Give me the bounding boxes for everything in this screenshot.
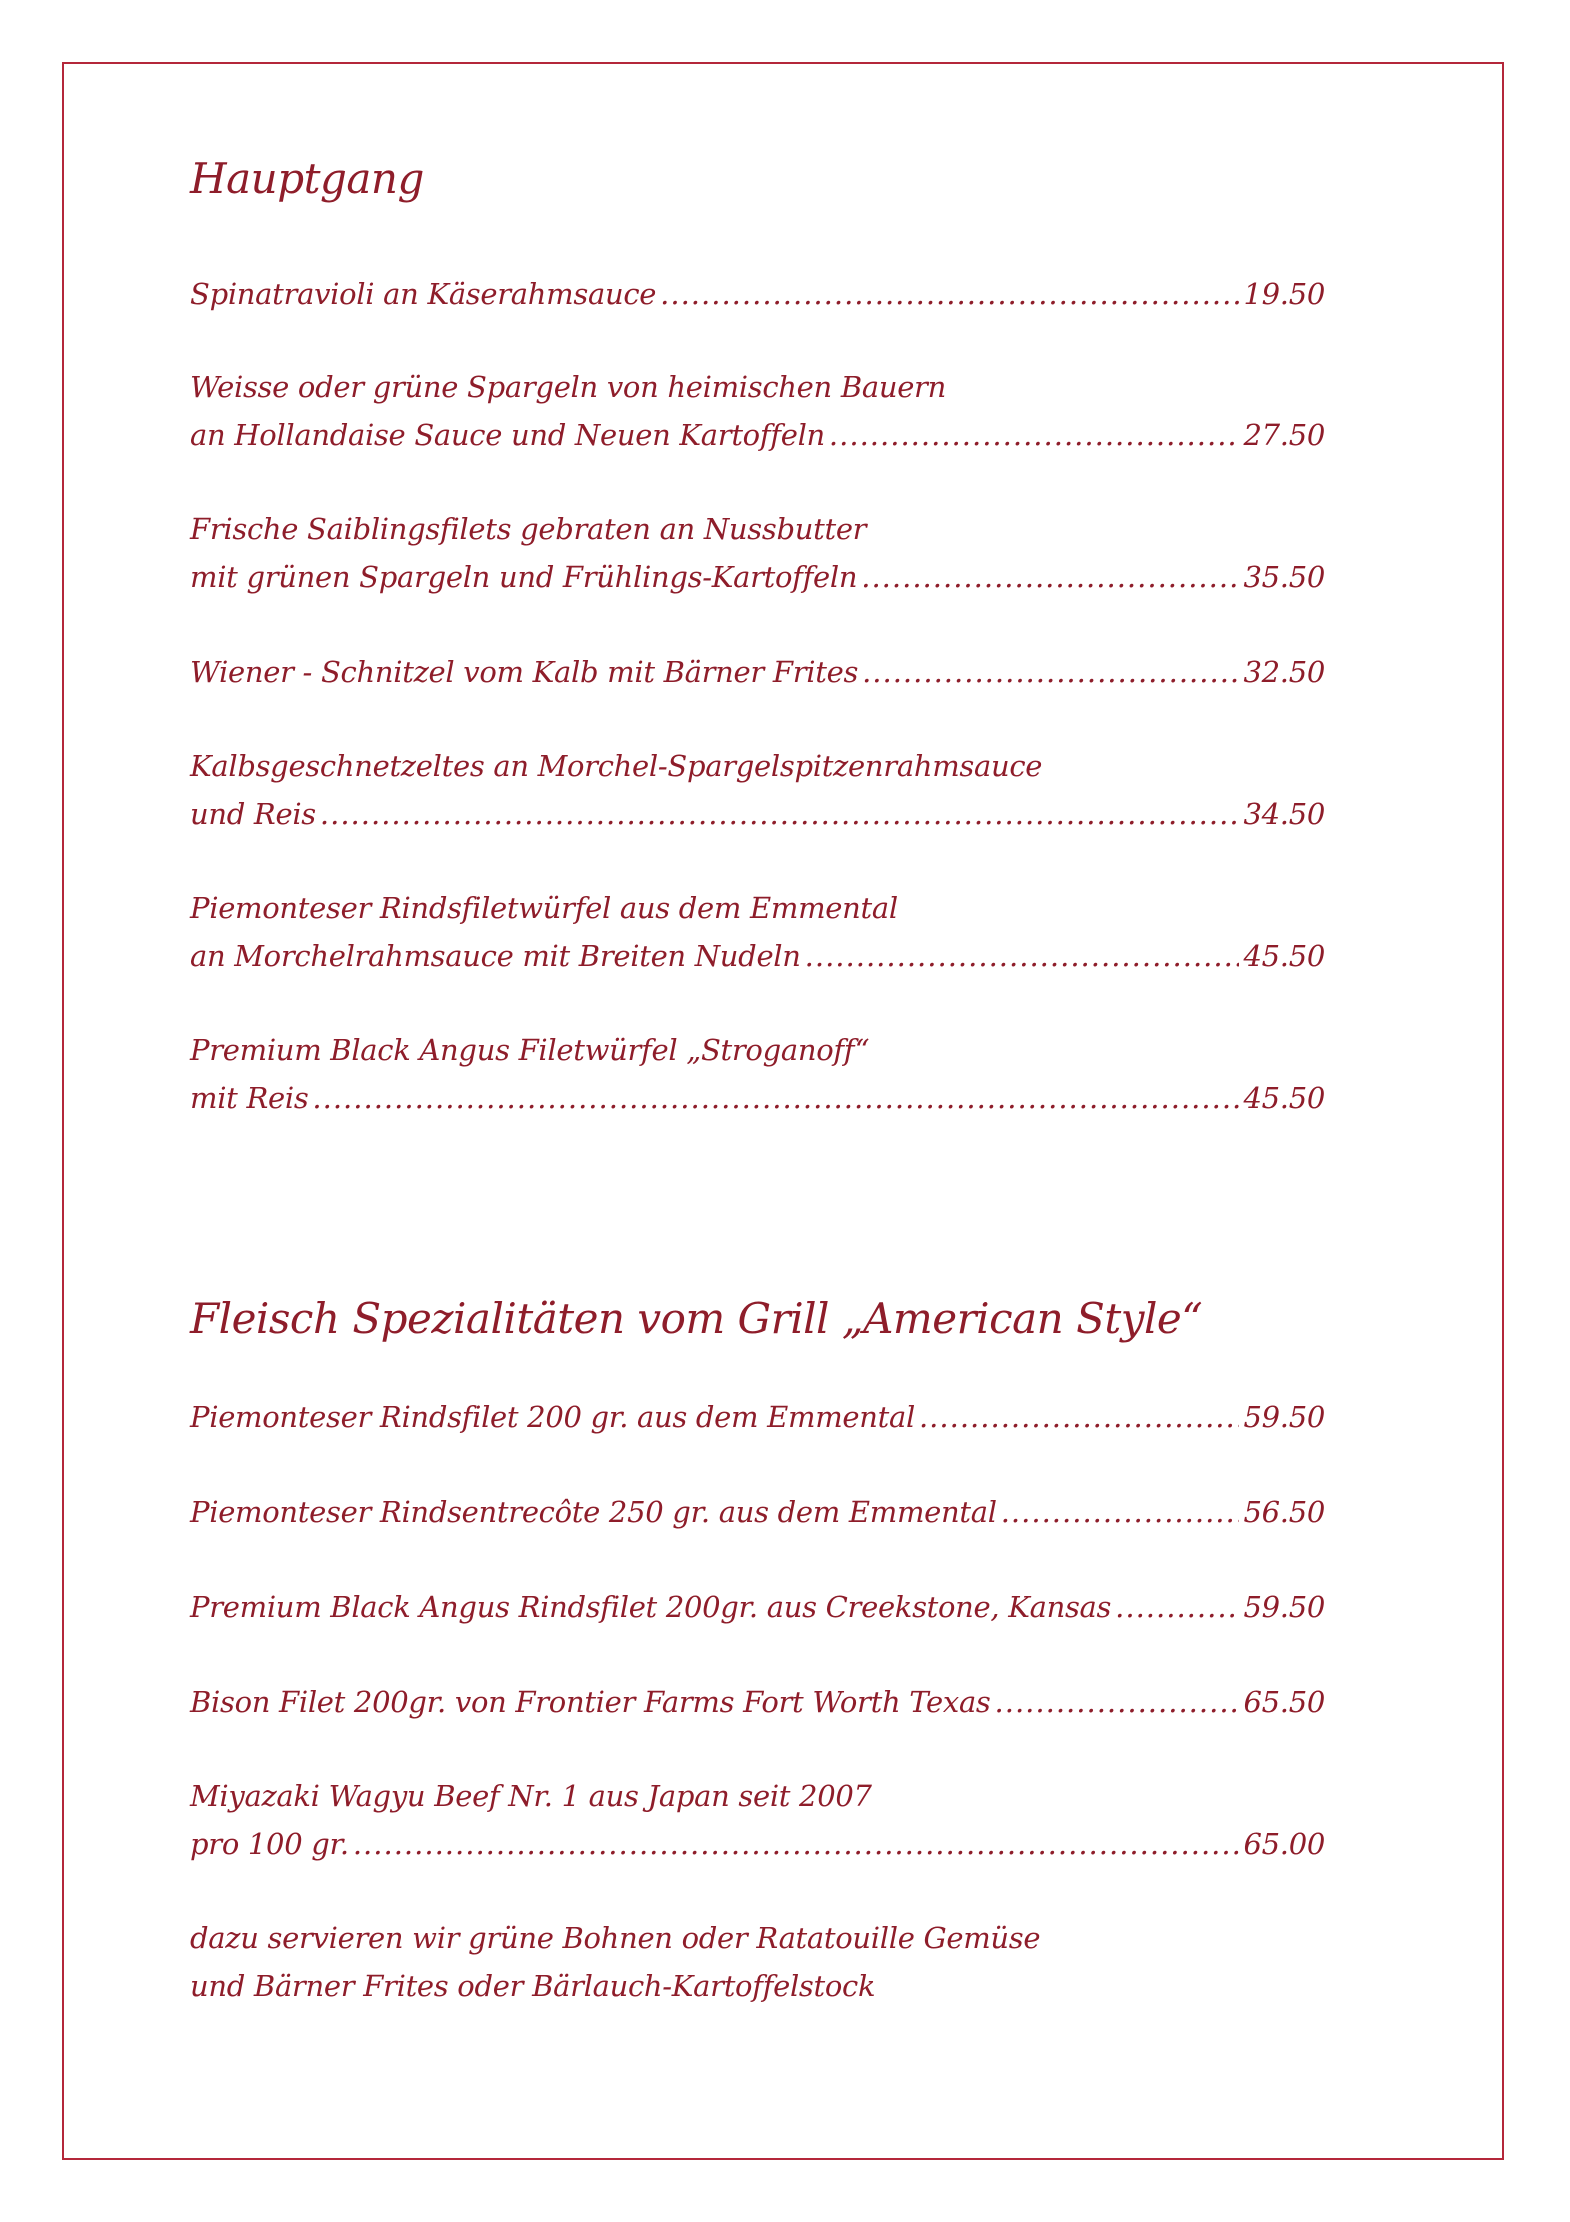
menu-item-line xyxy=(190,932,1325,980)
menu-item-price: 59.50 xyxy=(1243,1400,1325,1434)
menu-item-price: 65.50 xyxy=(1243,1685,1325,1719)
menu-item-price: 45.50 xyxy=(1243,1081,1325,1115)
side-dish-note xyxy=(190,1914,1325,2010)
menu-item-name: mit grünen Spargeln und Frühlings-Kartoffeln xyxy=(190,560,858,594)
menu-item xyxy=(190,742,1325,838)
dot-leader xyxy=(805,932,1240,980)
menu-item-name: Piemonteser Rindsentrecôte 250 gr. aus dem Emmental xyxy=(190,1495,997,1529)
menu-item-line xyxy=(190,1488,1325,1536)
menu-item-description: Premium Black Angus Filetwürfel „Stroganoff“ xyxy=(190,1033,870,1067)
menu-item-name: mit Reis xyxy=(190,1081,309,1115)
menu-item xyxy=(190,1583,1325,1631)
menu-item xyxy=(190,505,1325,601)
menu-item-name: an Morchelrahmsauce mit Breiten Nudeln xyxy=(190,939,801,973)
menu-item xyxy=(190,1026,1325,1122)
dot-leader xyxy=(829,411,1240,459)
menu-item-price: 65.00 xyxy=(1243,1827,1325,1861)
dot-leader xyxy=(1115,1583,1239,1631)
dot-leader xyxy=(995,1678,1240,1726)
dot-leader xyxy=(861,553,1239,601)
menu-item xyxy=(190,1488,1325,1536)
menu-item-price: 35.50 xyxy=(1243,560,1325,594)
menu-item-description: Weisse oder grüne Spargeln von heimischen Bauern xyxy=(190,370,946,404)
menu-item-price: 27.50 xyxy=(1243,418,1325,452)
menu-item-line xyxy=(190,1074,1325,1122)
menu-item-name: an Hollandaise Sauce und Neuen Kartoffeln xyxy=(190,418,825,452)
menu-item-price: 59.50 xyxy=(1243,1590,1325,1624)
dot-leader xyxy=(353,1820,1240,1868)
menu-item-line xyxy=(190,1393,1325,1441)
menu-item xyxy=(190,884,1325,980)
menu-item-line xyxy=(190,553,1325,601)
menu-item-description: Piemonteser Rindsfiletwürfel aus dem Emmental xyxy=(190,891,898,925)
menu-item-name: Bison Filet 200gr. von Frontier Farms Fort Worth Texas xyxy=(190,1685,991,1719)
menu-item xyxy=(190,1772,1325,1868)
menu-item xyxy=(190,363,1325,459)
dot-leader xyxy=(320,790,1240,838)
menu-item-name: pro 100 gr. xyxy=(190,1827,349,1861)
menu-item-name: Piemonteser Rindsfilet 200 gr. aus dem Emmental xyxy=(190,1400,915,1434)
menu-item-line xyxy=(190,1820,1325,1868)
menu-item-line xyxy=(190,411,1325,459)
dot-leader xyxy=(919,1393,1240,1441)
section-heading-grill: Fleisch Spezialitäten vom Grill „American Style“ xyxy=(190,1294,1203,1343)
menu-item-price: 32.50 xyxy=(1243,655,1325,689)
menu-item-description: Miyazaki Wagyu Beef Nr. 1 aus Japan seit 2007 xyxy=(190,1779,872,1813)
menu-item-name: Spinatravioli an Käserahmsauce xyxy=(190,277,657,311)
menu-item-price: 34.50 xyxy=(1243,797,1325,831)
menu-item-price: 45.50 xyxy=(1243,939,1325,973)
menu-item-line xyxy=(190,270,1325,318)
menu-item-line xyxy=(190,790,1325,838)
menu-item-name: Wiener - Schnitzel vom Kalb mit Bärner Frites xyxy=(190,655,859,689)
menu-item-price: 56.50 xyxy=(1243,1495,1325,1529)
menu-item xyxy=(190,1678,1325,1726)
section-heading-hauptgang: Hauptgang xyxy=(190,154,424,203)
menu-item-line xyxy=(190,1678,1325,1726)
dot-leader xyxy=(312,1074,1239,1122)
menu-item-line xyxy=(190,1583,1325,1631)
menu-item xyxy=(190,270,1325,318)
dot-leader xyxy=(1001,1488,1240,1536)
menu-item-line xyxy=(190,648,1325,696)
menu-item-description: Frische Saiblingsfilets gebraten an Nussbutter xyxy=(190,512,867,546)
menu-item-name: Premium Black Angus Rindsfilet 200gr. aus Creekstone, Kansas xyxy=(190,1590,1112,1624)
menu-item xyxy=(190,1393,1325,1441)
dot-leader xyxy=(862,648,1239,696)
menu-item-name: und Reis xyxy=(190,797,316,831)
menu-item xyxy=(190,648,1325,696)
note-line: dazu servieren wir grüne Bohnen oder Ratatouille Gemüse xyxy=(190,1921,1041,1955)
menu-item-price: 19.50 xyxy=(1243,277,1325,311)
note-line: und Bärner Frites oder Bärlauch-Kartoffelstock xyxy=(190,1969,876,2003)
dot-leader xyxy=(660,270,1239,318)
menu-item-description: Kalbsgeschnetzeltes an Morchel-Spargelspitzenrahmsauce xyxy=(190,749,1043,783)
